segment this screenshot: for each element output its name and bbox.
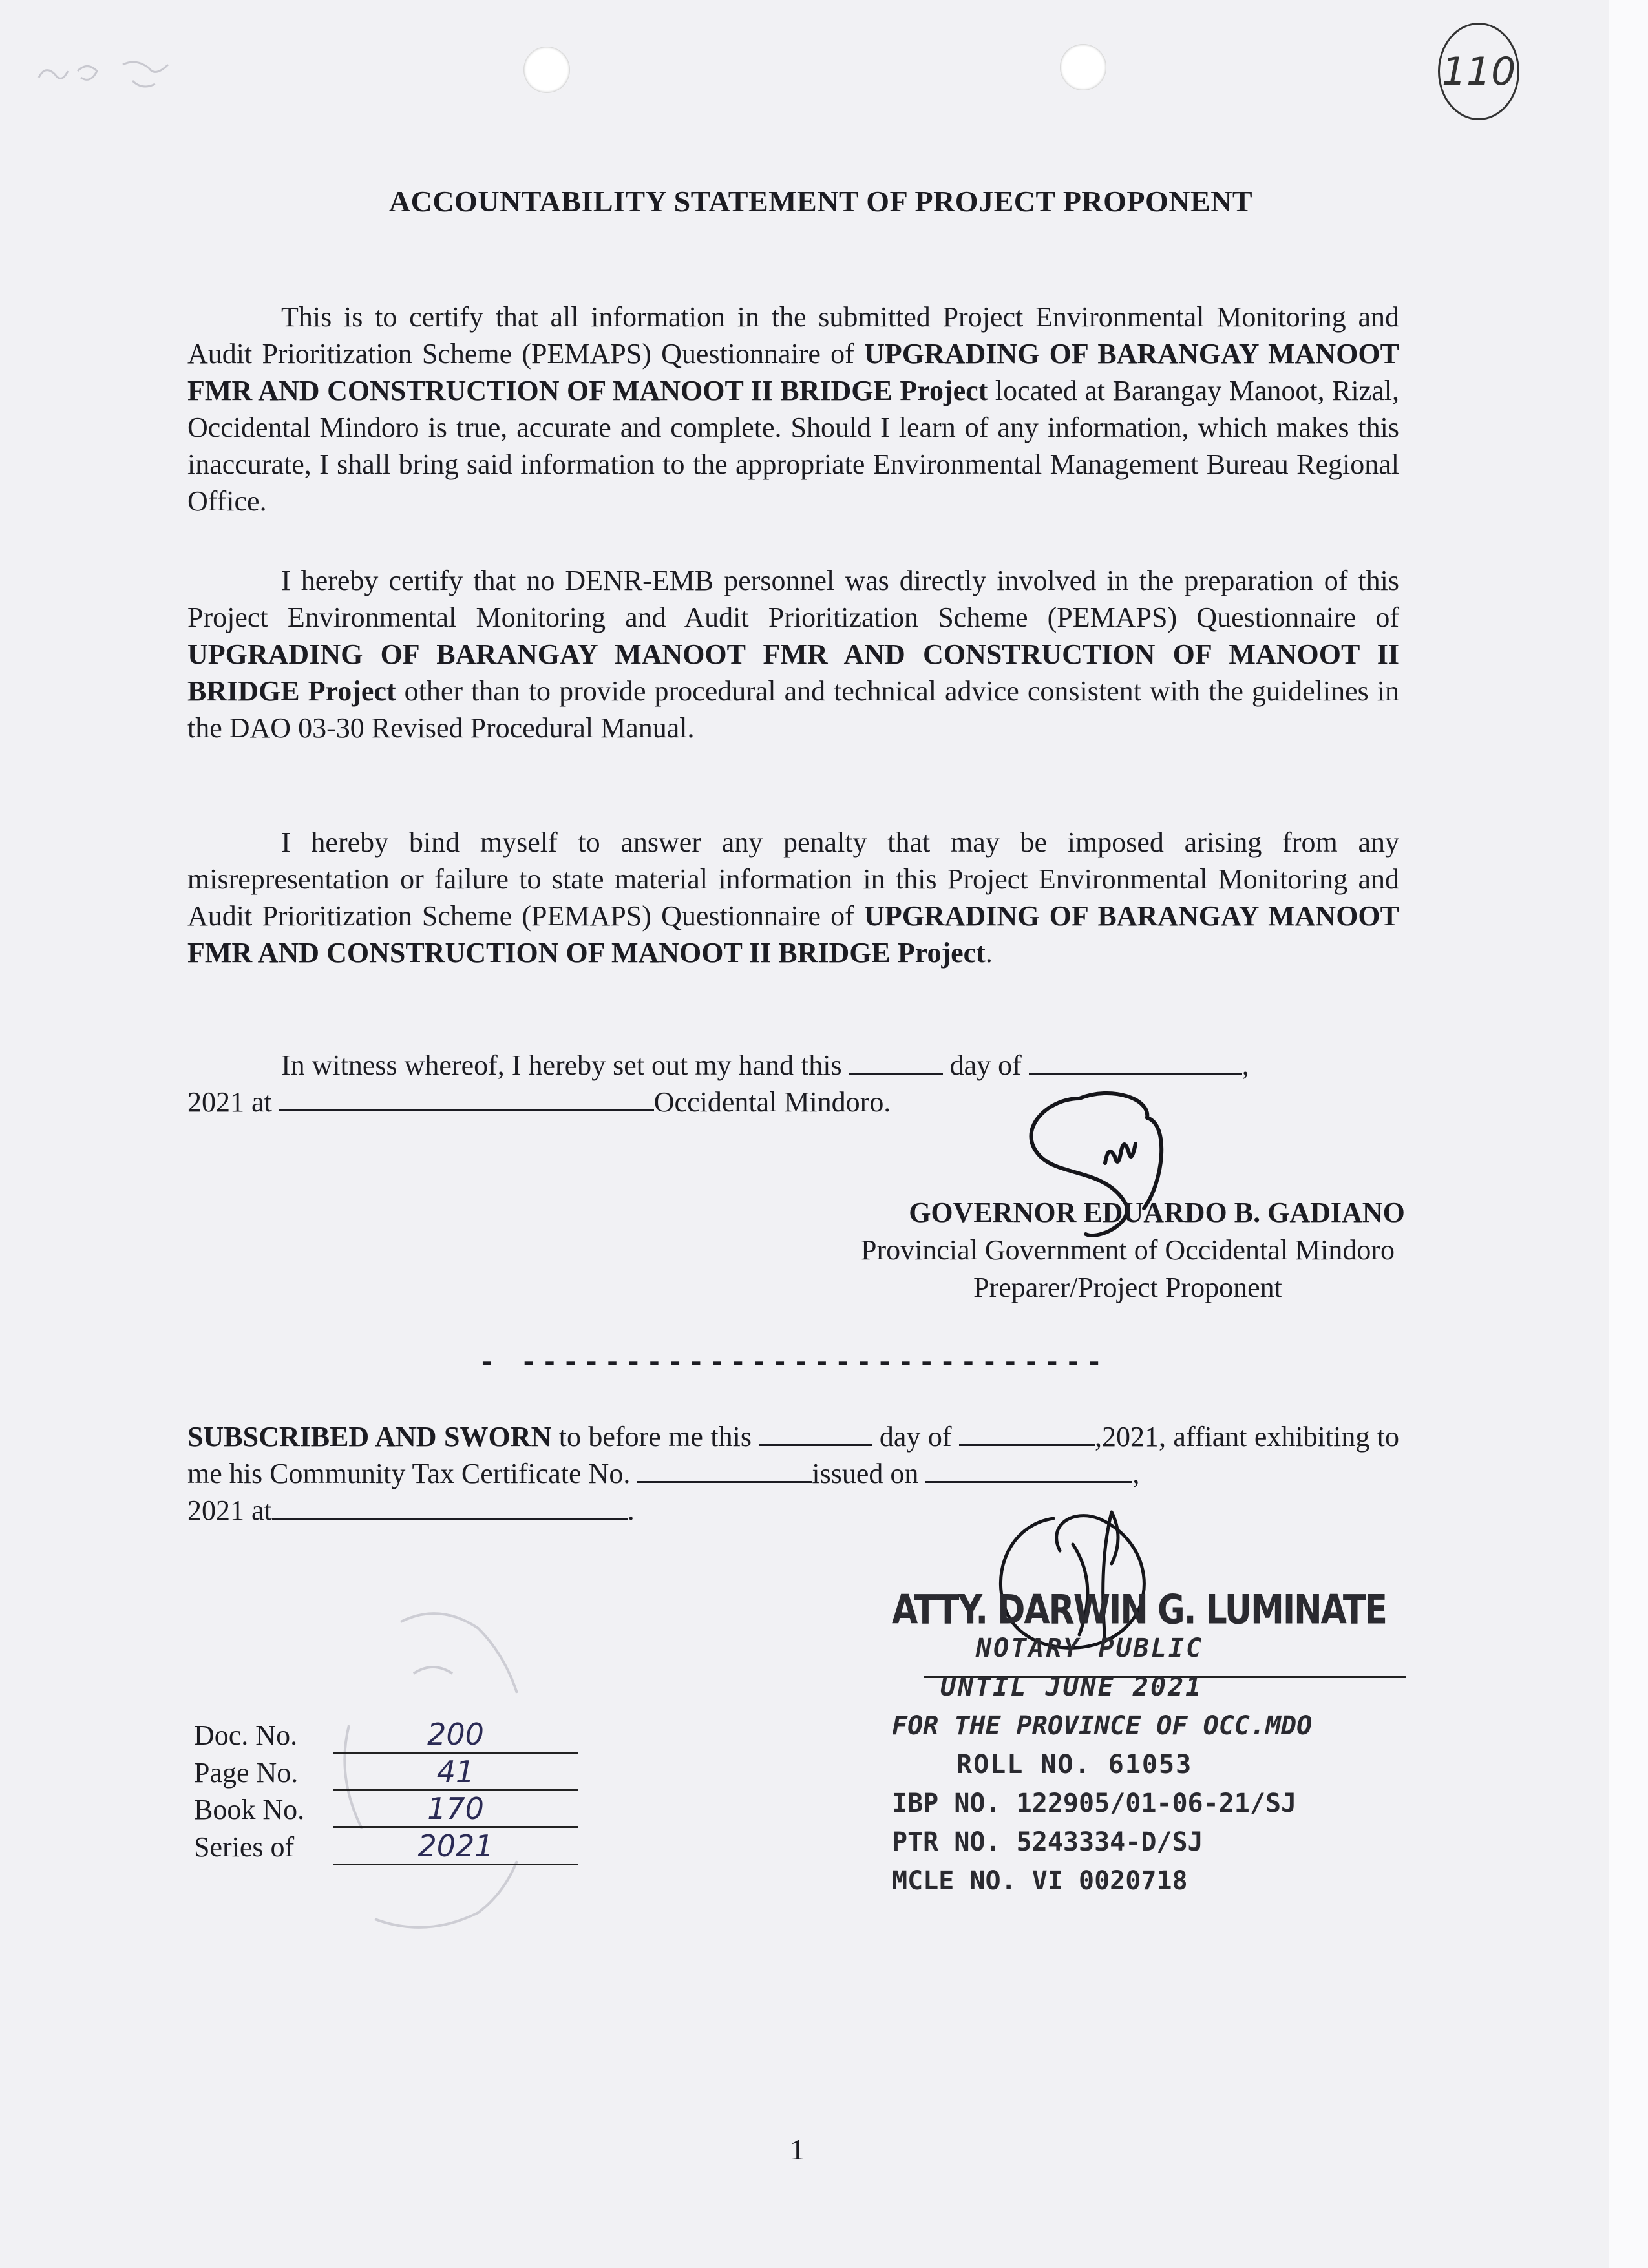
notary-title-stamp: NOTARY PUBLIC: [976, 1633, 1204, 1663]
doc-register-row: [194, 1719, 578, 1754]
paragraph-text: other than to provide procedural and technical advice consistent with the guidelines in the DAO 03-30 Revised Procedural Manual.: [187, 675, 1399, 744]
jurat-text: 2021 at: [187, 1495, 272, 1526]
paragraph-text: This is to certify that all information in the submitted Project Environmental Monitoring and Audit Prioritization Scheme (PEMAPS) Questionnaire of: [187, 301, 1399, 370]
document-title: ACCOUNTABILITY STATEMENT OF PROJECT PROPONENT: [388, 185, 1253, 218]
paragraph-text: .: [985, 937, 993, 969]
day-blank: [759, 1421, 872, 1446]
jurat-text: .: [627, 1495, 635, 1526]
jurat-text: to before me this: [551, 1421, 759, 1453]
doc-value: 2021: [333, 1831, 578, 1865]
jurat-text: issued on: [812, 1458, 926, 1489]
page-number: 1: [790, 2133, 805, 2166]
doc-register-row: [194, 1793, 578, 1828]
embossed-seal-mark: [26, 39, 194, 116]
jurat-text: day of: [872, 1421, 959, 1453]
certification-paragraph: [187, 299, 1399, 520]
project-name: UPGRADING OF BARANGAY MANOOT FMR AND CONSTRUCTION OF MANOOT II BRIDGE Project: [187, 338, 1399, 406]
paragraph-text: located at Barangay Manoot, Rizal, Occidental Mindoro is true, accurate and complete. Should I learn of any information, which makes this inaccurate, I shall bring said information to the appropriate Environmental Management Bureau Regional Office.: [187, 375, 1399, 517]
issued-blank: [925, 1458, 1132, 1483]
paragraph-text: I hereby bind myself to answer any penalty that may be imposed arising from any misrepresentation or failure to state material information in this Project Environmental Monitoring and Audit Prioritization Scheme (PEMAPS) Questionnaire of: [187, 826, 1399, 932]
doc-value: 200: [333, 1719, 578, 1754]
project-name: UPGRADING OF BARANGAY MANOOT FMR AND CONSTRUCTION OF MANOOT II BRIDGE Project: [187, 900, 1399, 969]
witness-text: In witness whereof, I hereby set out my hand this: [281, 1049, 849, 1081]
jurat-text: ,: [1132, 1458, 1140, 1489]
doc-register-row: [194, 1831, 578, 1865]
doc-label: Book No.: [194, 1794, 305, 1825]
punch-hole: [523, 47, 570, 93]
place-blank: [272, 1495, 628, 1520]
ctc-blank: [637, 1458, 812, 1483]
penalty-paragraph: [187, 824, 1399, 971]
witness-text: Occidental Mindoro.: [653, 1086, 891, 1118]
doc-label: Doc. No.: [194, 1719, 298, 1751]
signatory-role: Preparer/Project Proponent: [973, 1272, 1282, 1303]
notary-ptr-stamp: PTR NO. 5243334-D/SJ: [892, 1827, 1203, 1857]
doc-label: Series of: [194, 1831, 295, 1863]
section-separator: - ----------------------------: [478, 1347, 1107, 1380]
witness-paragraph: [187, 1047, 1399, 1120]
notary-ibp-stamp: IBP NO. 122905/01-06-21/SJ: [892, 1789, 1297, 1818]
month-blank: [1029, 1049, 1242, 1075]
notary-roll-stamp: ROLL NO. 61053: [956, 1750, 1193, 1780]
notary-province-stamp: FOR THE PROVINCE OF OCC.MDO: [892, 1711, 1313, 1741]
witness-text: day of: [942, 1049, 1029, 1081]
signatory-name: GOVERNOR EDUARDO B. GADIANO: [909, 1197, 1405, 1228]
punch-hole: [1060, 44, 1106, 90]
doc-register-row: [194, 1756, 578, 1791]
day-blank: [849, 1049, 943, 1075]
page-mark-handwritten: 110: [1438, 23, 1519, 120]
jurat-text: ,2021, affiant exhibiting to me his Community Tax Certificate No.: [187, 1421, 1400, 1489]
notary-mcle-stamp: MCLE NO. VI 0020718: [892, 1866, 1188, 1896]
jurat-heading: SUBSCRIBED AND SWORN: [187, 1421, 552, 1453]
witness-text: 2021 at: [187, 1086, 279, 1118]
doc-label: Page No.: [194, 1757, 299, 1789]
doc-value: 41: [333, 1757, 578, 1791]
jurat-paragraph: [187, 1418, 1399, 1529]
paragraph-text: I hereby certify that no DENR-EMB personnel was directly involved in the preparation of this Project Environmental Monitoring and Audit Prioritization Scheme (PEMAPS) Questionnaire of: [187, 565, 1399, 633]
page-edge: [1609, 0, 1648, 2268]
notary-name-stamp: ATTY. DARWIN G. LUMINATE: [892, 1587, 1386, 1633]
notary-commission-stamp: UNTIL JUNE 2021: [940, 1672, 1203, 1702]
place-blank: [279, 1086, 654, 1111]
signatory-organization: Provincial Government of Occidental Mindoro: [860, 1234, 1395, 1266]
month-blank: [959, 1421, 1095, 1446]
project-name: UPGRADING OF BARANGAY MANOOT FMR AND CONSTRUCTION OF MANOOT II BRIDGE Project: [187, 638, 1399, 707]
doc-value: 170: [333, 1794, 578, 1828]
no-personnel-paragraph: [187, 562, 1399, 746]
witness-text: ,: [1241, 1049, 1249, 1081]
